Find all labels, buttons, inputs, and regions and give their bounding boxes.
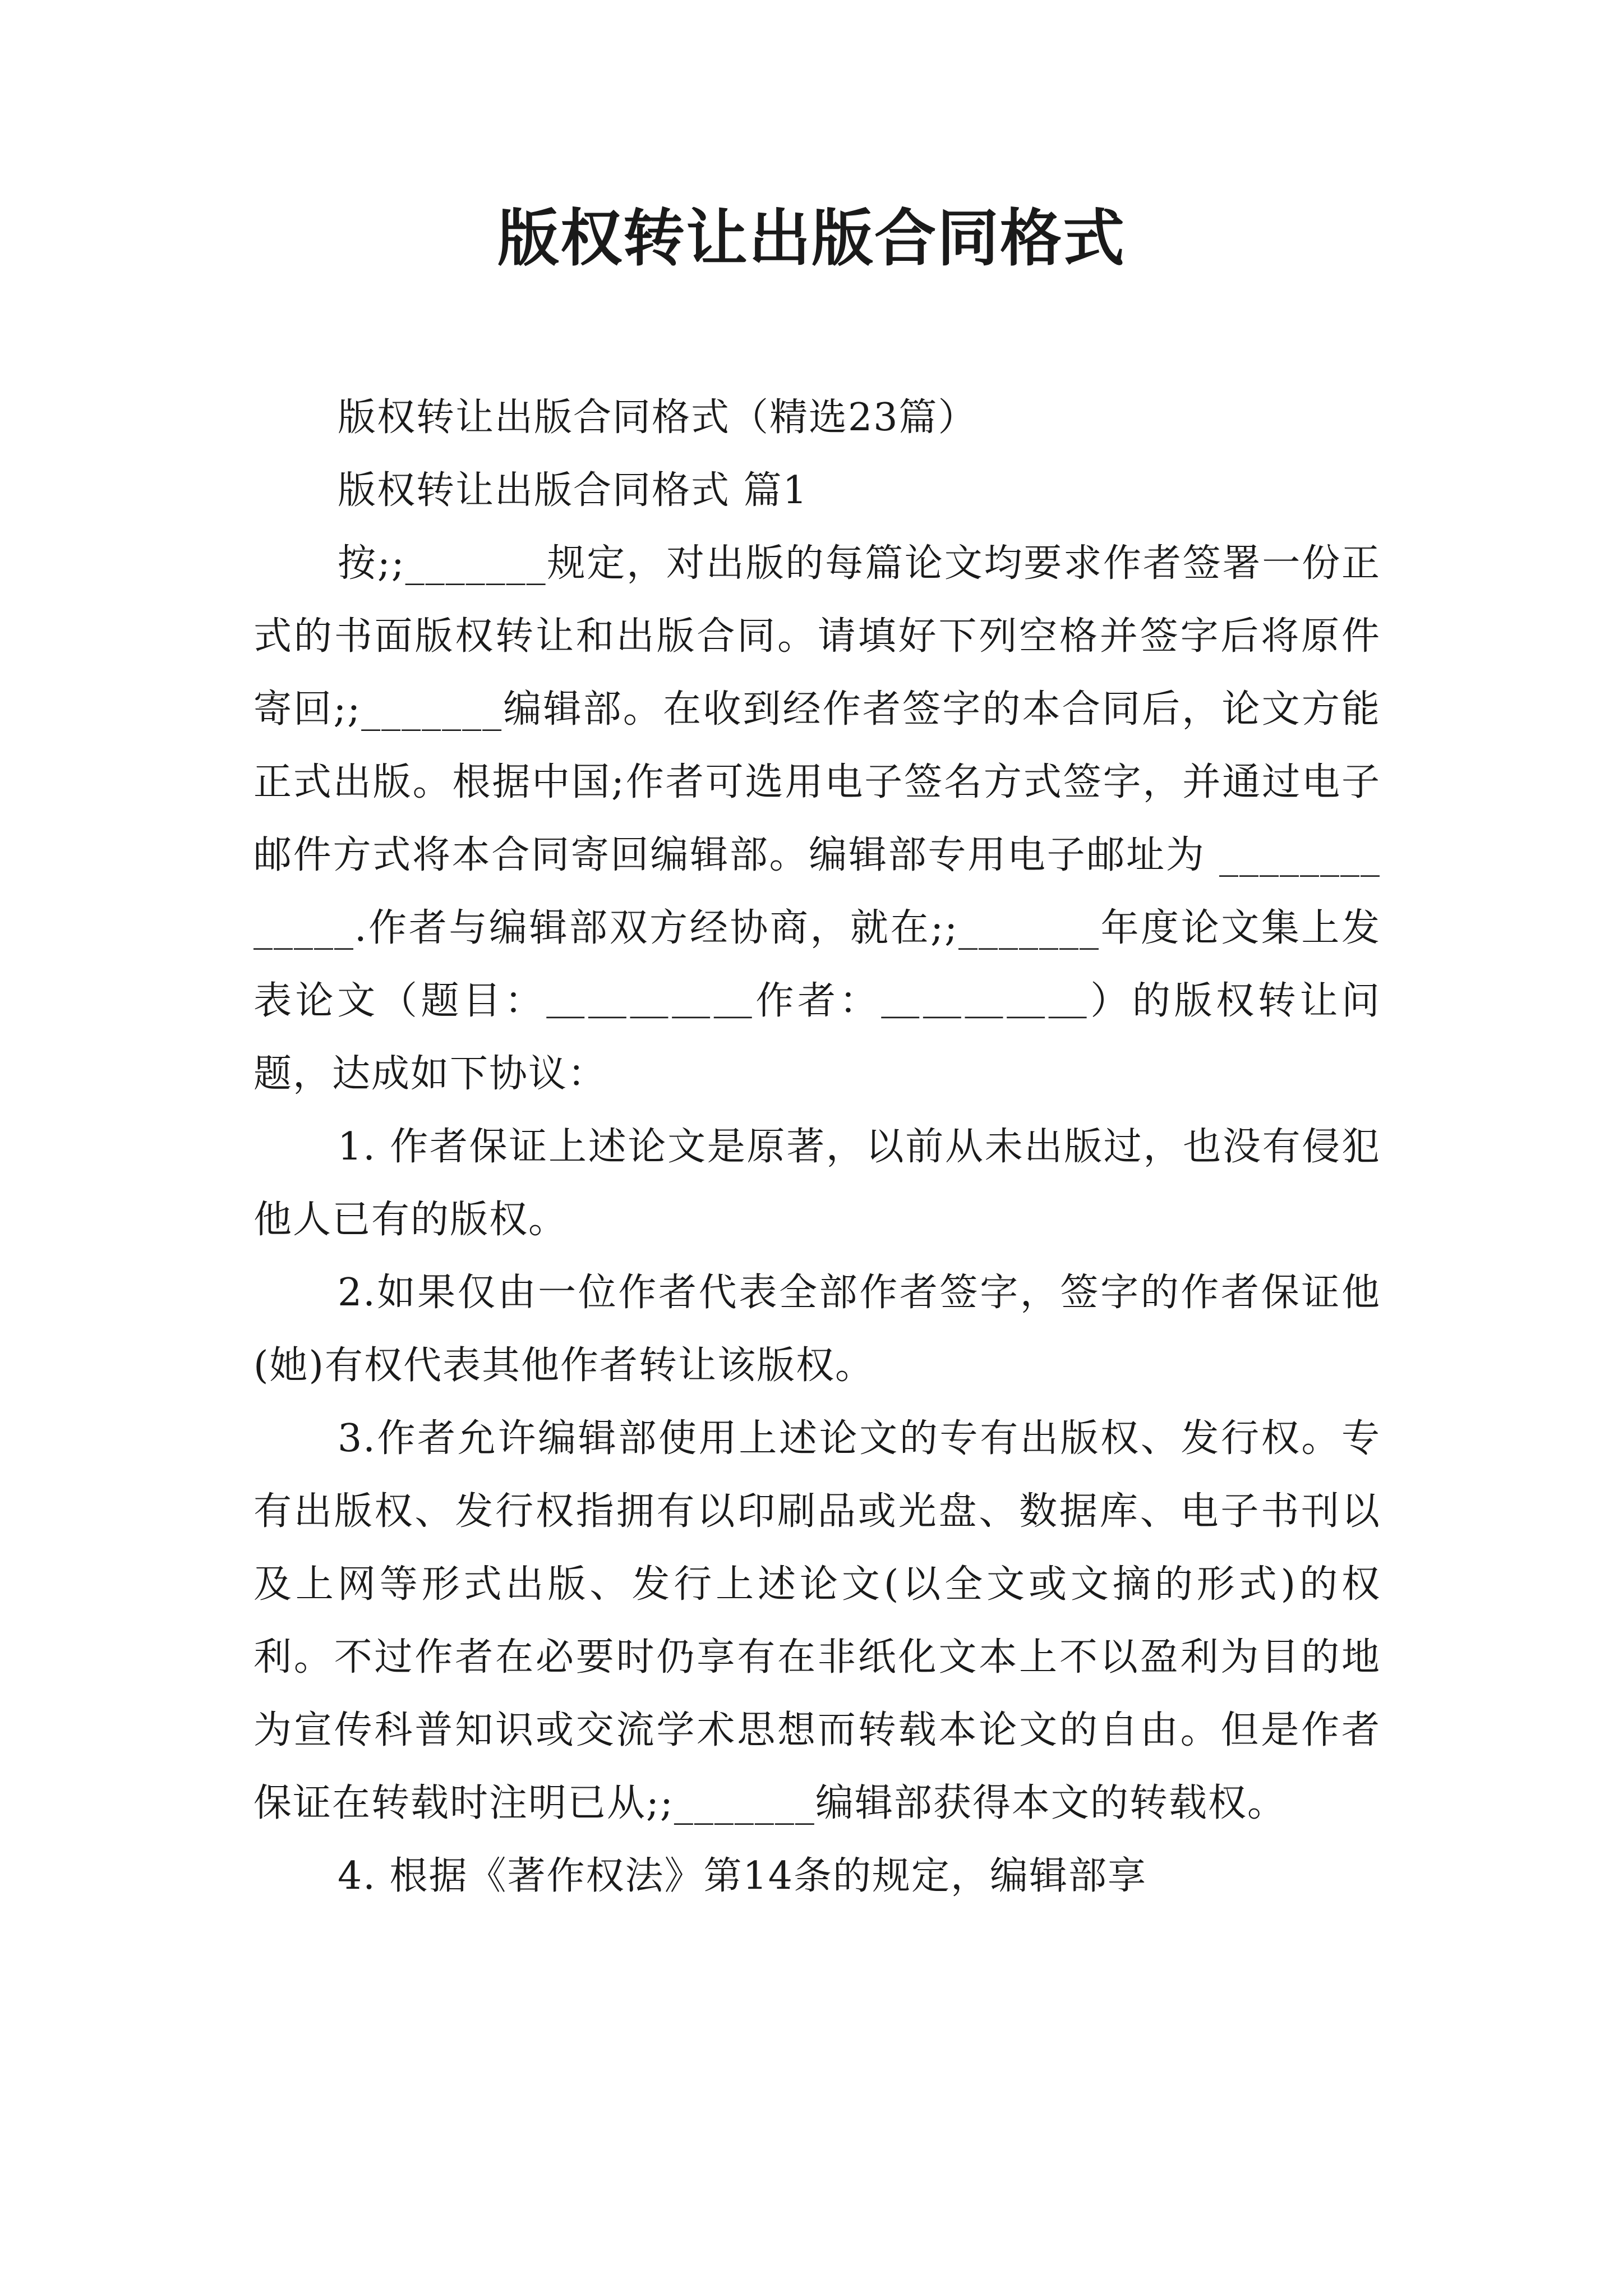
paragraph-clause-4: 4. 根据《著作权法》第14条的规定，编辑部享	[338, 1854, 1147, 1898]
paragraph-section-heading: 版权转让出版合同格式 篇1	[338, 468, 808, 513]
document-body	[253, 381, 1381, 1913]
paragraph-clause-2: 2.如果仅由一位作者代表全部作者签字，签字的作者保证他(她)有权代表其他作者转让该版权。	[253, 1271, 1381, 1388]
paragraph-clause-1: 1. 作者保证上述论文是原著，以前从未出版过，也没有侵犯他人已有的版权。	[253, 1125, 1381, 1242]
document-title: 版权转让出版合同格式	[497, 202, 1126, 274]
paragraph-intro: 按;;_______规定，对出版的每篇论文均要求作者签署一份正式的书面版权转让和出版合同。请填好下列空格并签字后将原件寄回;;_______编辑部。在收到经作者签字的本合同后，论文方能正式出版。根据中国;作者可选用电子签名方式签字，并通过电子邮件方式将本合同寄回编辑部。编辑部专用电子邮址为 _____________.作者与编辑部双方经协商，就在;;_______年度论文集上发表论文（题目：＿＿＿＿＿作者：＿＿＿＿＿）的版权转让问题，达成如下协议：	[253, 541, 1381, 1096]
paragraph-subtitle: 版权转让出版合同格式（精选23篇）	[338, 395, 978, 440]
paragraph-clause-3: 3.作者允许编辑部使用上述论文的专有出版权、发行权。专有出版权、发行权指拥有以印刷品或光盘、数据库、电子书刊以及上网等形式出版、发行上述论文(以全文或文摘的形式)的权利。不过作者在必要时仍享有在非纸化文本上不以盈利为目的地为宣传科普知识或交流学术思想而转载本论文的自由。但是作者保证在转载时注明已从;;_______编辑部获得本文的转载权。	[253, 1416, 1381, 1825]
